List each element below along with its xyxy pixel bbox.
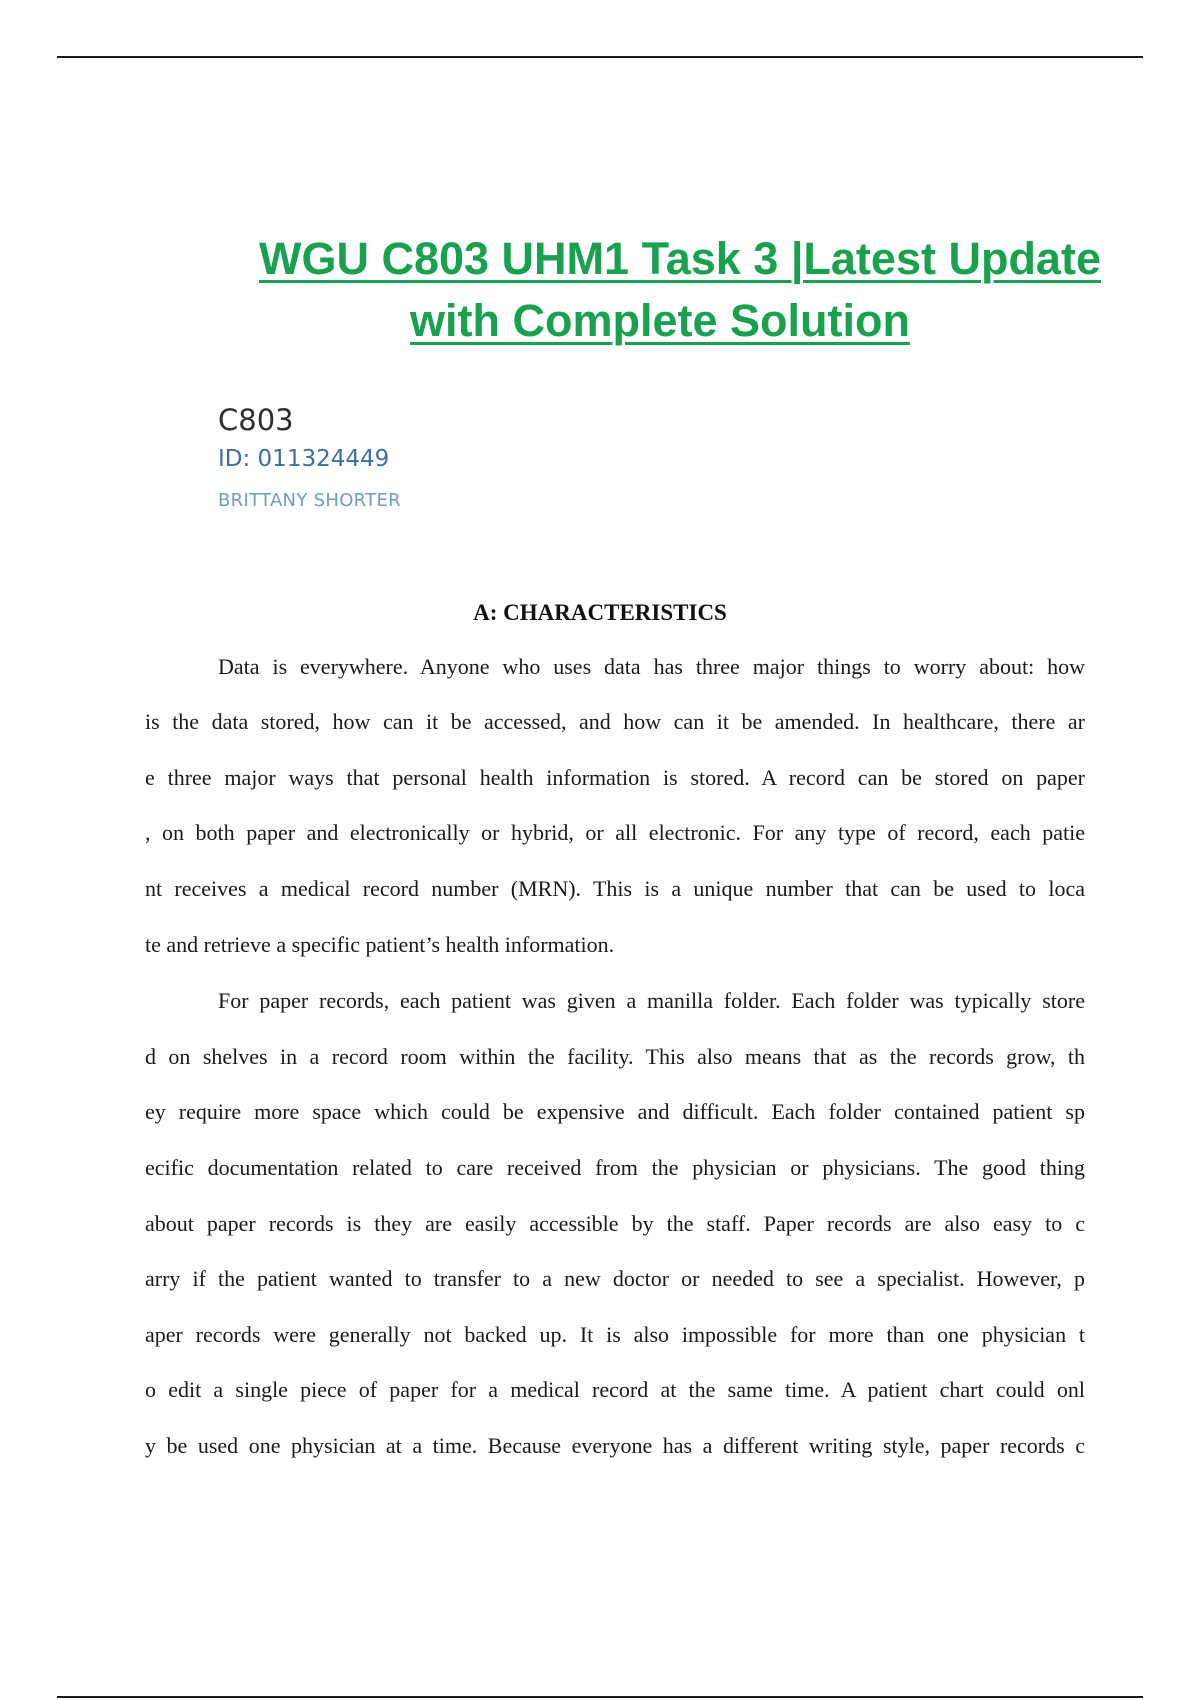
paragraph-line: ey require more space which could be expensive and difficult. Each folder contained patient sp (145, 1099, 1085, 1124)
paragraph-line: aper records were generally not backed up. It is also impossible for more than one physician t (145, 1322, 1085, 1347)
paragraph-line: For paper records, each patient was given a manilla folder. Each folder was typically store (218, 988, 1085, 1013)
document-title (160, 228, 1160, 352)
student-id: ID: 011324449 (218, 446, 390, 472)
paragraph-line: Data is everywhere. Anyone who uses data has three major things to worry about: how (218, 654, 1085, 679)
paragraph-line: is the data stored, how can it be accessed, and how can it be amended. In healthcare, there ar (145, 709, 1085, 734)
paragraph-line: te and retrieve a specific patient’s health information. (145, 932, 615, 957)
paragraph-line: d on shelves in a record room within the facility. This also means that as the records grow, th (145, 1044, 1085, 1069)
bottom-rule (57, 1696, 1143, 1698)
paragraph-line: o edit a single piece of paper for a medical record at the same time. A patient chart could onl (145, 1377, 1085, 1402)
paragraph-line: , on both paper and electronically or hybrid, or all electronic. For any type of record, each patie (145, 820, 1085, 845)
student-name: BRITTANY SHORTER (218, 490, 401, 511)
paragraph-line: arry if the patient wanted to transfer to a new doctor or needed to see a specialist. However, p (145, 1266, 1085, 1291)
section-heading: A: CHARACTERISTICS (473, 600, 727, 625)
title-line-2: with Complete Solution (410, 295, 910, 346)
title-line-1: WGU C803 UHM1 Task 3 |Latest Update (259, 233, 1101, 284)
paragraph-line: e three major ways that personal health information is stored. A record can be stored on paper (145, 765, 1085, 790)
paragraph-line: nt receives a medical record number (MRN). This is a unique number that can be used to loca (145, 876, 1085, 901)
paragraph-line: y be used one physician at a time. Because everyone has a different writing style, paper records c (145, 1433, 1085, 1458)
top-rule (57, 56, 1143, 58)
paragraph-line: ecific documentation related to care received from the physician or physicians. The good thing (145, 1155, 1085, 1180)
course-code: C803 (218, 403, 294, 437)
paragraph-line: about paper records is they are easily accessible by the staff. Paper records are also easy to c (145, 1211, 1085, 1236)
